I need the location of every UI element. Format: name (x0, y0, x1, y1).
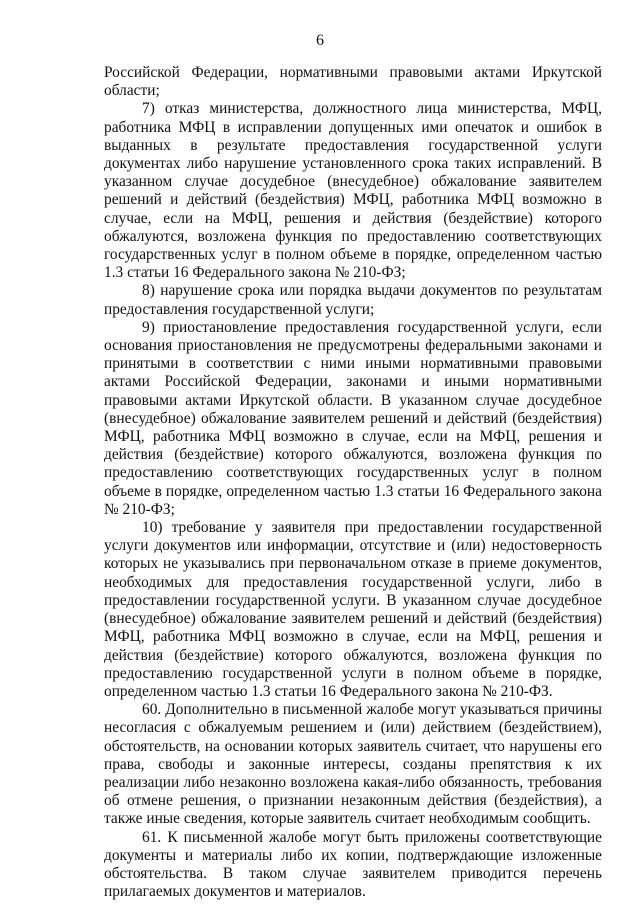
paragraph-item-10: 10) требование у заявителя при предоставлении государственной услуги документов или информации, отсутствие и (или) недостоверность которых не указывались при первоначальном отказе в приеме документов, необходимых для предоставления государственной услуги, либо в предоставлении государственной услуги. В указанном случае досудебное (внесудебное) обжалование заявителем решений и действий (бездействия) МФЦ, работника МФЦ возможно в случае, если на МФЦ, решения и действия (бездействие) которого обжалуются, возложена функция по предоставлению государственной услуги в полном объеме в порядке, определенном частью 1.3 статьи 16 Федерального закона № 210-ФЗ. (104, 519, 602, 700)
page-number: 6 (316, 32, 324, 49)
paragraph-clause-61: 61. К письменной жалобе могут быть приложены соответствующие документы и материалы либо их копии, подтверждающие изложенные обстоятельства. В таком случае заявителем приводится перечень прилагаемых документов и материалов. (104, 828, 602, 901)
paragraph-item-7: 7) отказ министерства, должностного лица министерства, МФЦ, работника МФЦ в исправлении допущенных ими опечаток и ошибок в выданных в результате предоставления государственной услуги документах либо нарушение установленного срока таких исправлений. В указанном случае досудебное (внесудебное) обжалование заявителем решений и действий (бездействия) МФЦ, работника МФЦ возможно в случае, если на МФЦ, решения и действия (бездействие) которого обжалуются, возложена функция по предоставлению соответствующих государственных услуг в полном объеме в порядке, определенном частью 1.3 статьи 16 Федерального закона № 210-ФЗ; (104, 100, 602, 282)
paragraph-item-8: 8) нарушение срока или порядка выдачи документов по результатам предоставления государственной услуги; (104, 282, 602, 318)
document-body (104, 64, 602, 901)
paragraph-clause-60: 60. Дополнительно в письменной жалобе могут указываться причины несогласия с обжалуемым решением и (или) действием (бездействием), обстоятельств, на основании которых заявитель считает, что нарушены его права, свободы и законные интересы, созданы препятствия к их реализации либо незаконно возложена какая-либо обязанность, требования об отмене решения, о признании незаконным действия (бездействия), а также иные сведения, которые заявитель считает необходимым сообщить. (104, 701, 602, 828)
paragraph-continuation: Российской Федерации, нормативными правовыми актами Иркутской области; (104, 64, 602, 100)
paragraph-item-9: 9) приостановление предоставления государственной услуги, если основания приостановления не предусмотрены федеральными законами и принятыми в соответствии с ними иными нормативными правовыми актами Российской Федерации, законами и иными нормативными правовыми актами Иркутской области. В указанном случае досудебное (внесудебное) обжалование заявителем решений и действий (бездействия) МФЦ, работника МФЦ возможно в случае, если на МФЦ, решения и действия (бездействие) которого обжалуются, возложена функция по предоставлению соответствующих государственных услуг в полном объеме в порядке, определенном частью 1.3 статьи 16 Федерального закона № 210-ФЗ; (104, 318, 602, 518)
